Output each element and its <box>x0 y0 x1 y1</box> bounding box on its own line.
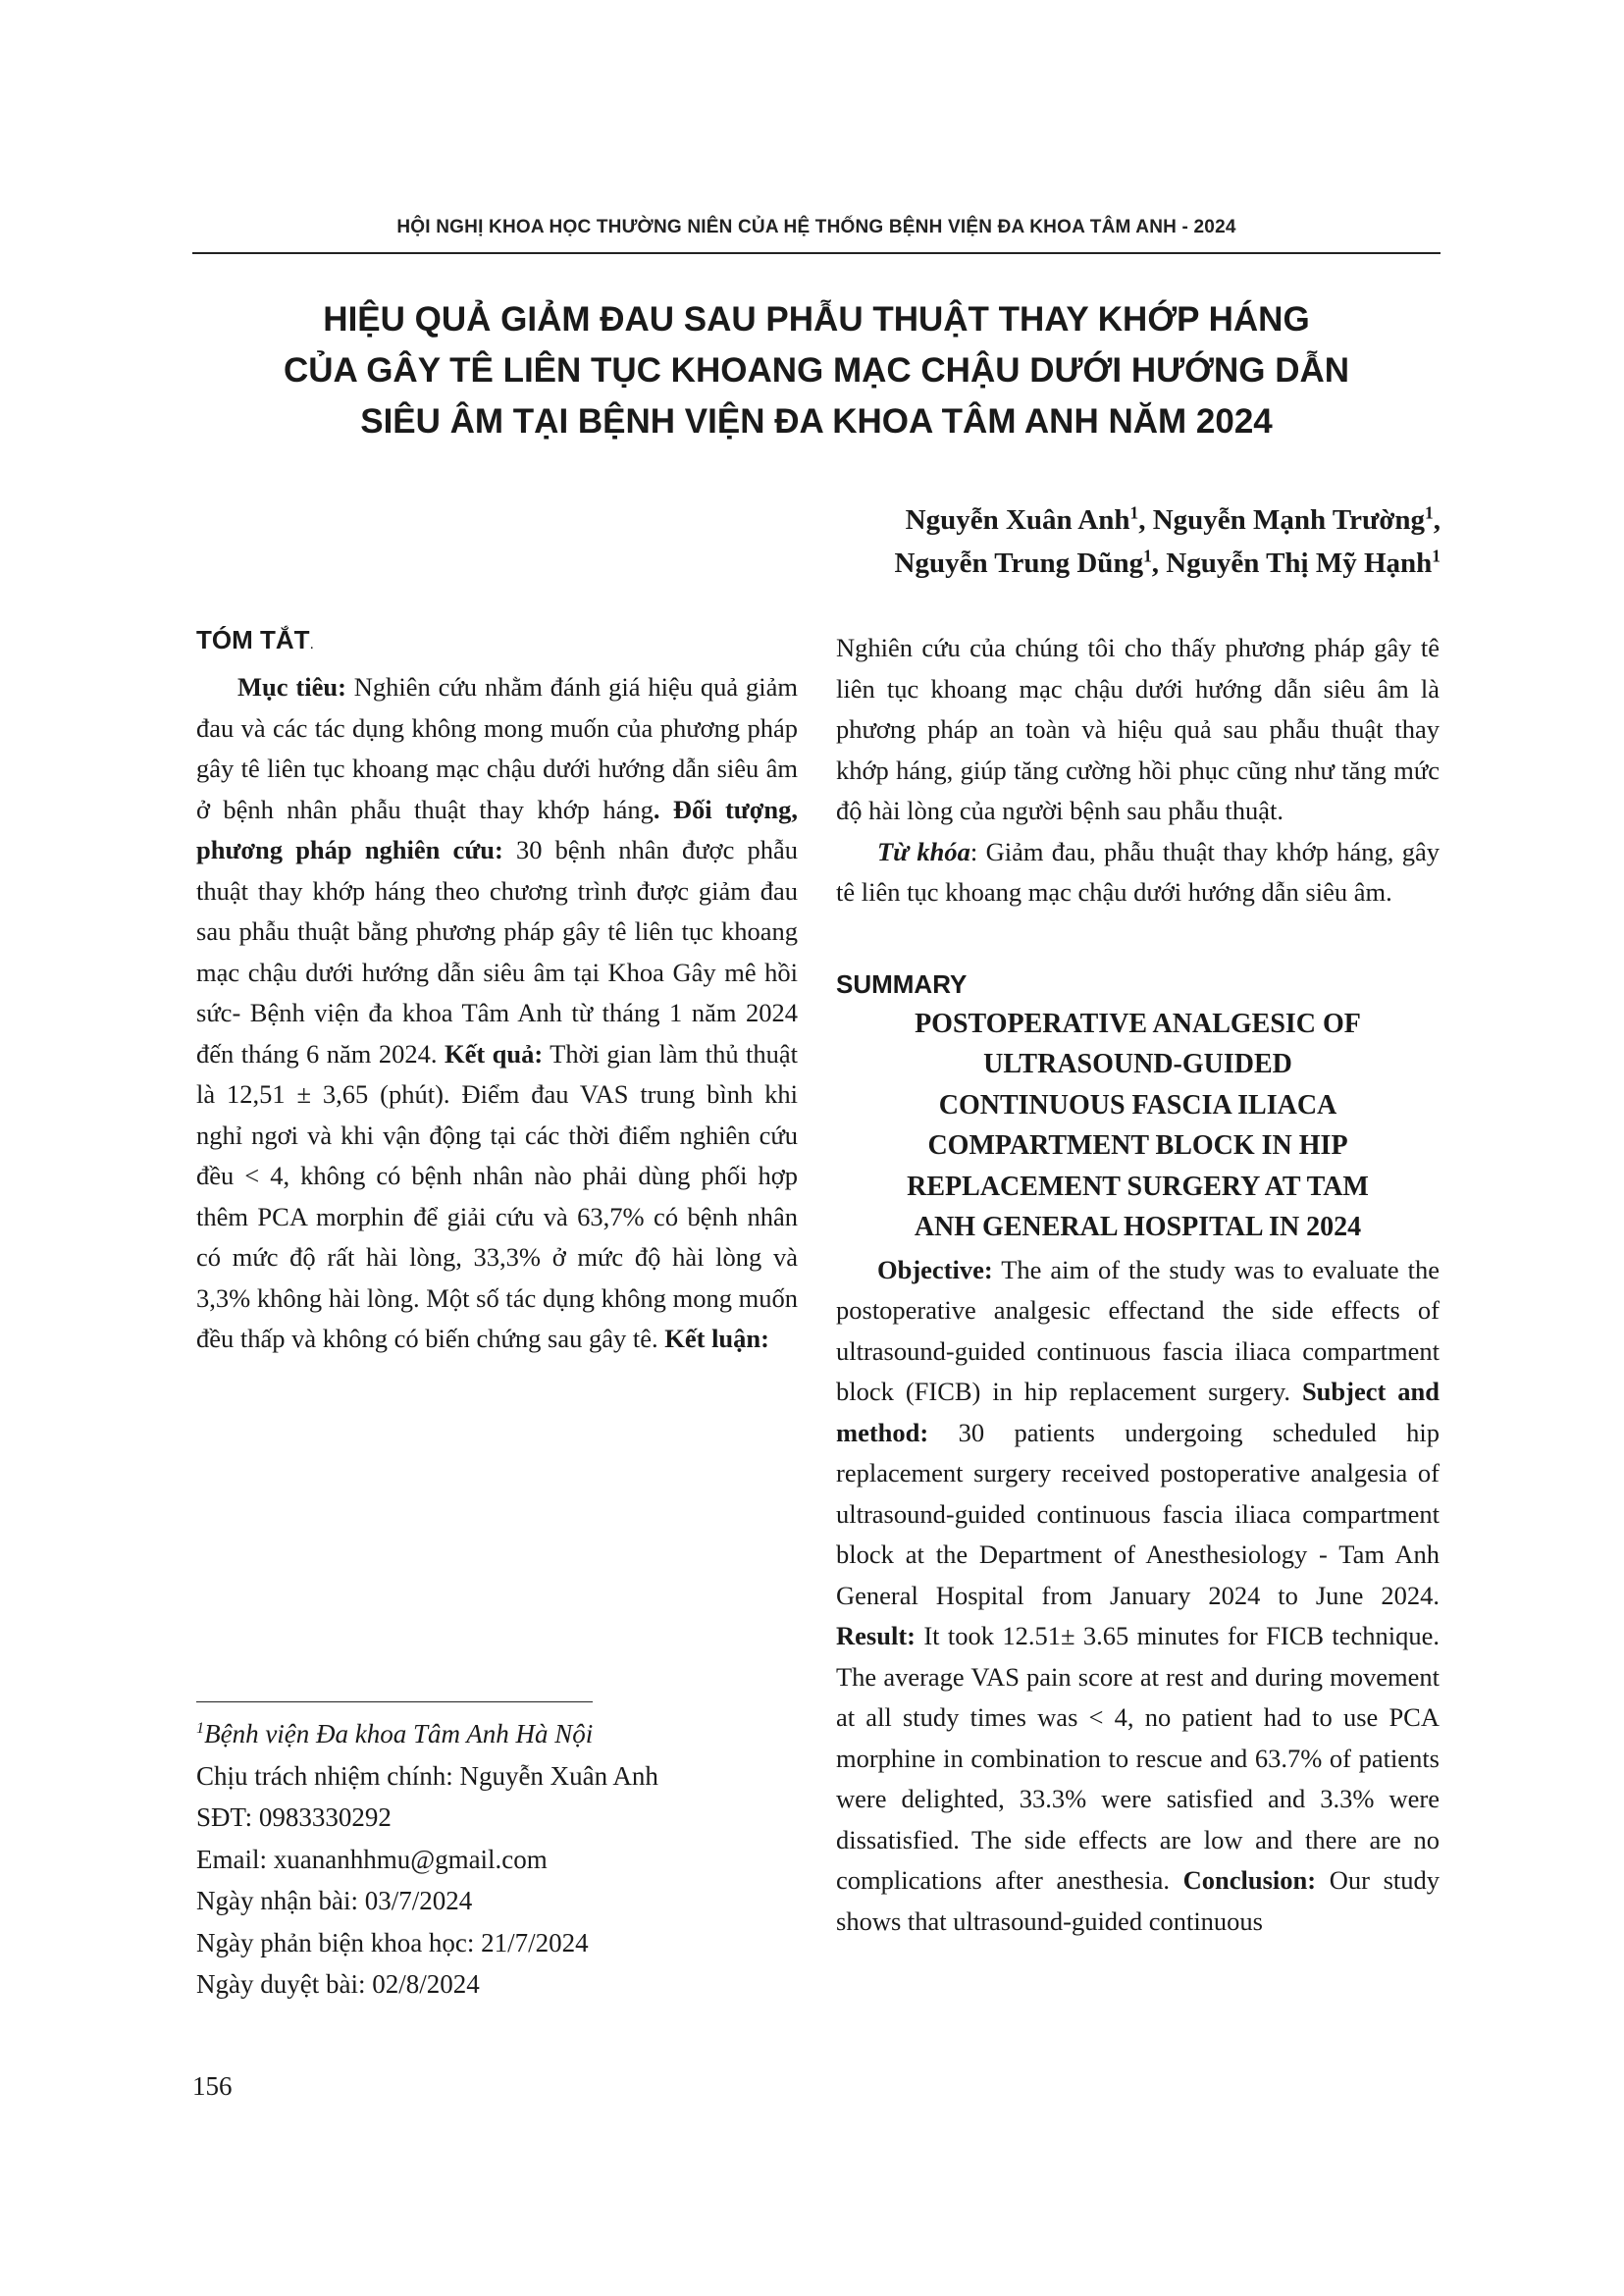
summary-method-label: Subject and method: <box>836 1377 1440 1447</box>
summary-title <box>836 1004 1440 1248</box>
method-text: 30 bệnh nhân được phẫu thuật thay khớp háng theo chương trình được giảm đau sau phẫu thuật bằng phương pháp gây tê liên tục khoang mạc chậu dưới hướng dẫn siêu âm tại Khoa Gây mê hồi sức- Bệnh viện đa khoa Tâm Anh từ tháng 1 năm 2024 đến tháng 6 năm 2024. <box>196 835 798 1069</box>
footnotes <box>196 1713 798 2006</box>
author-name: Nguyễn Mạnh Trường <box>1152 504 1426 536</box>
summary-title-line: ULTRASOUND-GUIDED <box>983 1049 1292 1079</box>
author-affiliation-mark: 1 <box>1129 502 1139 523</box>
abstract-vi-column <box>196 622 798 1360</box>
author-list <box>895 498 1441 585</box>
page-number: 156 <box>192 2071 233 2101</box>
keywords-label: Từ khóa <box>877 836 970 866</box>
conclusion-text: Nghiên cứu của chúng tôi cho thấy phương pháp gây tê liên tục khoang mạc chậu dưới hướng dẫn siêu âm là phương pháp an toàn và hiệu quả sau phẫu thuật thay khớp háng, giúp tăng cường hồi phục cũng như tăng mức độ hài lòng của người bệnh sau phẫu thuật. <box>836 633 1440 825</box>
author-affiliation-mark: 1 <box>1425 502 1434 523</box>
abstract-vi-heading-text: TÓM TẮT <box>196 625 310 654</box>
running-header: HỘI NGHỊ KHOA HỌC THƯỜNG NIÊN CỦA HỆ THỐNG BỆNH VIỆN ĐA KHOA TÂM ANH - 2024 <box>396 217 1236 237</box>
objective-text: Nghiên cứu nhằm đánh giá hiệu quả giảm đau và các tác dụng không mong muốn của phương pháp gây tê liên tục khoang mạc chậu dưới hướng dẫn siêu âm ở bệnh nhân phẫu thuật thay khớp háng <box>196 672 798 824</box>
header-rule <box>192 252 1441 254</box>
result-label: Kết quả: <box>444 1038 544 1069</box>
abstract-vi-heading <box>196 622 798 662</box>
objective-label: Mục tiêu: <box>237 672 346 702</box>
footnote-affiliation-text: Bệnh viện Đa khoa Tâm Anh Hà Nội <box>204 1719 594 1748</box>
summary-method-text: 30 patients undergoing scheduled hip replacement surgery received postoperative analgesia of ultrasound-guided continuous fascia iliaca compartment block at the Department of Anesthesiology - Tam Anh General Hospital from January 2024 to June 2024. <box>836 1417 1440 1610</box>
footnote-affiliation-mark: 1 <box>196 1719 205 1737</box>
author-name: Nguyễn Xuân Anh <box>905 504 1130 536</box>
abstract-vi-paragraph <box>196 667 798 1360</box>
footnote-reviewed: Ngày phản biện khoa học: 21/7/2024 <box>196 1927 589 1957</box>
conclusion-label: Kết luận: <box>664 1324 769 1353</box>
keywords-text: : Giảm đau, phẫu thuật thay khớp háng, gây tê liên tục khoang mạc chậu dưới hướng dẫn siêu âm. <box>836 836 1440 907</box>
article-title <box>192 294 1441 447</box>
footnote-received: Ngày nhận bài: 03/7/2024 <box>196 1886 473 1915</box>
summary-heading: SUMMARY <box>836 968 968 999</box>
summary-objective-label: Objective: <box>877 1254 993 1284</box>
author-separator: , <box>1151 548 1167 579</box>
abstract-vi-conclusion-continued <box>836 628 1440 832</box>
footnote-phone: SĐT: 0983330292 <box>196 1802 392 1832</box>
footnote-corresponding: Chịu trách nhiệm chính: Nguyễn Xuân Anh <box>196 1760 658 1791</box>
summary-result-text: It took 12.51± 3.65 minutes for FICB technique. The average VAS pain score at rest and during movement at all study times was < 4, no patient had to use PCA morphine in combination to rescue and 63.7% of patients were delighted, 33.3% were satisfied and 3.3% were dissatisfied. The side effects are low and there are no complications after anesthesia. <box>836 1621 1440 1895</box>
author-separator: , <box>1433 504 1441 536</box>
author-name: Nguyễn Trung Dũng <box>894 548 1144 579</box>
keywords-paragraph <box>836 832 1440 913</box>
author-affiliation-mark: 1 <box>1143 546 1152 566</box>
summary-paragraph <box>836 1250 1440 1943</box>
author-separator: , <box>1138 504 1153 536</box>
author-affiliation-mark: 1 <box>1432 546 1441 566</box>
summary-title-line: POSTOPERATIVE ANALGESIC OF <box>915 1008 1361 1039</box>
title-line: CỦA GÂY TÊ LIÊN TỤC KHOANG MẠC CHẬU DƯỚI HƯỚNG DẪN <box>283 351 1350 390</box>
result-text: Thời gian làm thủ thuật là 12,51 ± 3,65 (phút). Điểm đau VAS trung bình khi nghỉ ngơi và khi vận động tại các thời điểm nghiên cứu đều < 4, không có bệnh nhân nào phải dùng phối hợp thêm PCA morphin để giải cứu và 63,7% có bệnh nhân có mức độ rất hài lòng, 33,3% ở mức độ hài lòng và 3,3% không hài lòng. Một số tác dụng không mong muốn đều thấp và không có biến chứng sau gây tê. <box>196 1038 799 1353</box>
footnote-email: Email: xuananhhmu@gmail.com <box>196 1844 548 1874</box>
footnote-affiliation <box>196 1713 798 1755</box>
footnote-rule <box>196 1701 593 1702</box>
footnote-accepted: Ngày duyệt bài: 02/8/2024 <box>196 1969 480 1999</box>
summary-objective-text: The aim of the study was to evaluate the postoperative analgesic effectand the side effects of ultrasound-guided continuous fascia iliaca compartment block (FICB) in hip replacement surgery. <box>836 1254 1440 1406</box>
right-column <box>836 628 1440 1942</box>
summary-result-label: Result: <box>836 1621 916 1650</box>
summary-title-line: REPLACEMENT SURGERY AT TAM <box>907 1171 1369 1202</box>
summary-conclusion-text: Our study shows that ultrasound-guided continuous <box>836 1865 1441 1936</box>
author-line <box>895 542 1441 585</box>
author-line <box>895 498 1441 542</box>
author-name: Nguyễn Thị Mỹ Hạnh <box>1166 548 1433 579</box>
title-line: SIÊU ÂM TẠI BỆNH VIỆN ĐA KHOA TÂM ANH NĂM 2024 <box>360 402 1273 441</box>
summary-title-line: CONTINUOUS FASCIA ILIACA <box>938 1089 1337 1121</box>
abstract-vi-heading-suffix: . <box>309 636 314 652</box>
title-line: HIỆU QUẢ GIẢM ĐAU SAU PHẪU THUẬT THAY KHỚP HÁNG <box>323 300 1310 339</box>
method-label: . Đối tượng, phương pháp nghiên cứu: <box>196 794 798 864</box>
summary-title-line: ANH GENERAL HOSPITAL IN 2024 <box>914 1212 1362 1242</box>
summary-conclusion-label: Conclusion: <box>1182 1865 1317 1895</box>
summary-title-line: COMPARTMENT BLOCK IN HIP <box>927 1130 1348 1161</box>
